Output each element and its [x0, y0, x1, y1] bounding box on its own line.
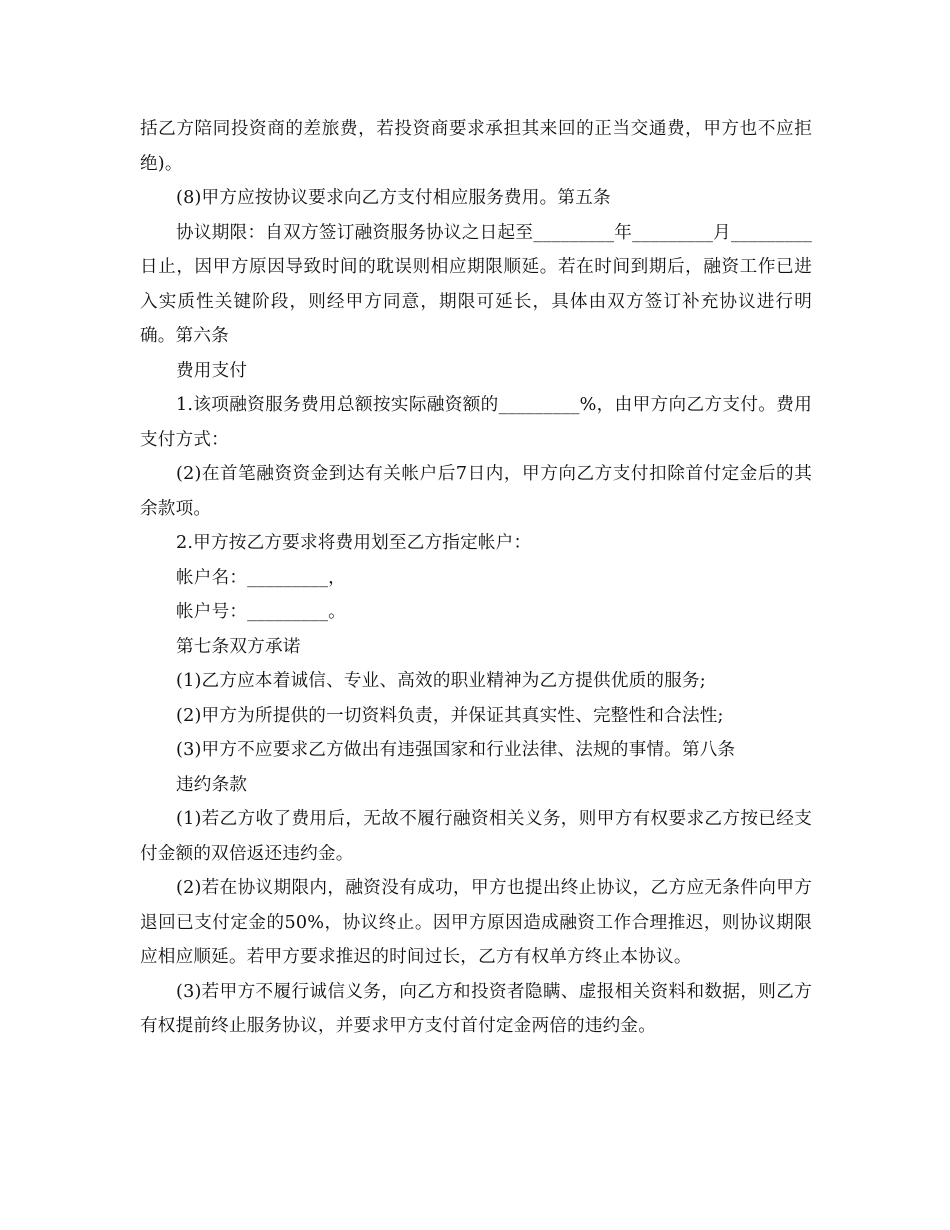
section-heading: 第七条双方承诺 [176, 636, 301, 657]
paragraph: (8)甲方应按协议要求向乙方支付相应服务费用。第五条 [176, 188, 611, 208]
paragraph: (2)若在协议期限内，融资没有成功，甲方也提出终止协议，乙方应无条件向甲方退回已支付定金的50%，协议终止。因甲方原因造成融资工作合理推迟，则协议期限应相应顺延。若甲方要求推迟的时间过长，乙方有权单方终止本协议。 [140, 878, 812, 967]
paragraph: (1)乙方应本着诚信、专业、高效的职业精神为乙方提供优质的服务; [176, 671, 706, 691]
paragraph: (1)若乙方收了费用后，无故不履行融资相关义务，则甲方有权要求乙方按已经支付金额的双倍返还违约金。 [140, 809, 812, 864]
section-heading: 违约条款 [176, 774, 248, 795]
paragraph: (3)若甲方不履行诚信义务，向乙方和投资者隐瞒、虚报相关资料和数据，则乙方有权提前终止服务协议，并要求甲方支付首付定金两倍的违约金。 [140, 981, 812, 1036]
document-body [140, 112, 812, 1044]
paragraph: 1.该项融资服务费用总额按实际融资额的_________%，由甲方向乙方支付。费用支付方式： [140, 395, 812, 450]
paragraph: (2)甲方为所提供的一切资料负责，并保证其真实性、完整性和合法性; [176, 705, 724, 726]
paragraph: 括乙方陪同投资商的差旅费，若投资商要求承担其来回的正当交通费，甲方也不应拒绝)。 [140, 119, 812, 174]
section-heading: 费用支付 [176, 360, 248, 381]
paragraph: (3)甲方不应要求乙方做出有违强国家和行业法律、法规的事情。第八条 [176, 740, 736, 760]
paragraph: 2.甲方按乙方要求将费用划至乙方指定帐户： [176, 533, 532, 553]
paragraph: 协议期限：自双方签订融资服务协议之日起至_________年_________月_________日止，因甲方原因导致时间的耽误则相应期限顺延。若在时间到期后，融资工作已进入实质性关键阶段，则经甲方同意，期限可延长，具体由双方签订补充协议进行明确。第六条 [140, 222, 812, 346]
account-name-line: 帐户名：_________， [176, 567, 346, 588]
account-number-line: 帐户号：_________。 [176, 602, 346, 622]
paragraph: (2)在首笔融资资金到达有关帐户后7日内，甲方向乙方支付扣除首付定金后的其余款项。 [140, 464, 812, 519]
